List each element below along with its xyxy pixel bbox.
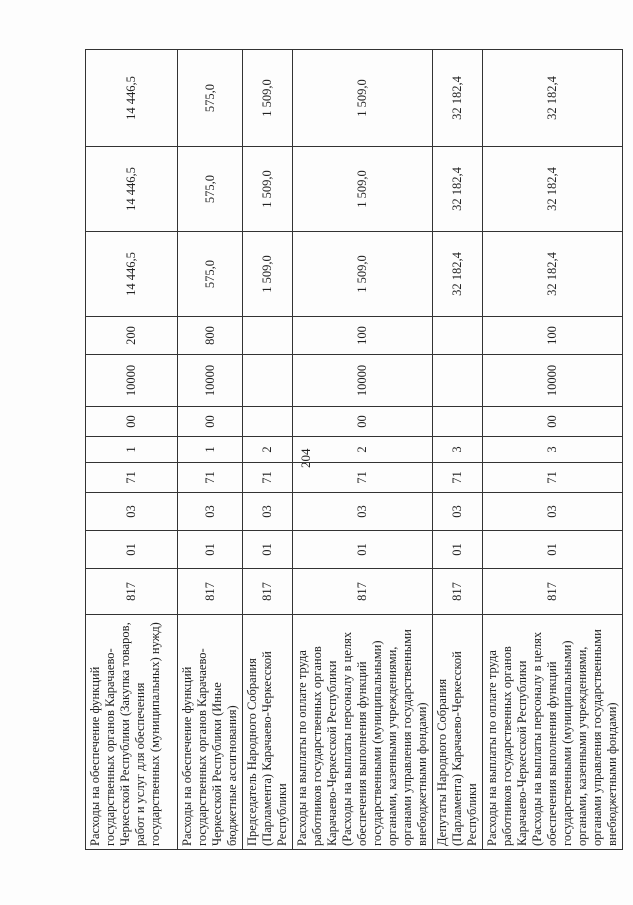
table-row: [243, 50, 293, 850]
budget-table: [85, 49, 623, 850]
code-subprogram: 3: [433, 437, 483, 463]
code-expense: 10000: [178, 355, 243, 407]
code-direction: 00: [293, 407, 433, 437]
code-gad: 817: [86, 569, 178, 615]
code-section: 01: [243, 531, 293, 569]
amount-year-1: 32 182,4: [433, 232, 483, 317]
table-row: [433, 50, 483, 850]
code-subsection: 03: [178, 493, 243, 531]
budget-table-rotated: [85, 50, 619, 850]
amount-year-2: 1 509,0: [293, 147, 433, 232]
code-subsection: 03: [243, 493, 293, 531]
amount-year-2: 1 509,0: [243, 147, 293, 232]
code-program: 71: [86, 463, 178, 493]
code-type: 200: [86, 317, 178, 355]
amount-year-3: 32 182,4: [433, 50, 483, 147]
code-expense: 10000: [293, 355, 433, 407]
code-section: 01: [433, 531, 483, 569]
amount-year-3: 575,0: [178, 50, 243, 147]
code-expense: [433, 355, 483, 407]
amount-year-2: 14 446,5: [86, 147, 178, 232]
code-direction: [433, 407, 483, 437]
code-section: 01: [483, 531, 623, 569]
amount-year-1: 32 182,4: [483, 232, 623, 317]
row-description: Расходы на обеспечение функций государственных органов Карачаево-Черкесской Республики (Закупка товаров, работ и услуг для обеспечения государственных (муниципальных) нужд): [86, 615, 178, 850]
amount-year-1: 1 509,0: [243, 232, 293, 317]
code-subsection: 03: [433, 493, 483, 531]
amount-year-3: 1 509,0: [243, 50, 293, 147]
code-direction: 00: [86, 407, 178, 437]
code-expense: 10000: [86, 355, 178, 407]
code-subprogram: 2: [243, 437, 293, 463]
code-direction: 00: [483, 407, 623, 437]
code-program: 71: [243, 463, 293, 493]
amount-year-2: 32 182,4: [483, 147, 623, 232]
row-description: Председатель Народного Собрания (Парламента) Карачаево-Черкесской Республики: [243, 615, 293, 850]
code-type: 100: [483, 317, 623, 355]
code-expense: [243, 355, 293, 407]
code-section: 01: [86, 531, 178, 569]
code-direction: 00: [178, 407, 243, 437]
code-program: 71: [483, 463, 623, 493]
amount-year-3: 32 182,4: [483, 50, 623, 147]
code-type: 100: [293, 317, 433, 355]
code-subprogram: 1: [86, 437, 178, 463]
code-expense: 10000: [483, 355, 623, 407]
code-gad: 817: [178, 569, 243, 615]
amount-year-3: 14 446,5: [86, 50, 178, 147]
table-row: [86, 50, 178, 850]
code-subsection: 03: [483, 493, 623, 531]
code-program: 71: [433, 463, 483, 493]
code-subsection: 03: [86, 493, 178, 531]
amount-year-2: 32 182,4: [433, 147, 483, 232]
code-program: 71: [178, 463, 243, 493]
amount-year-2: 575,0: [178, 147, 243, 232]
code-type: 800: [178, 317, 243, 355]
row-description: Расходы на выплаты по оплате труда работников государственных органов Карачаево-Черкесской Республики (Расходы на выплаты персоналу в целях обеспечения выполнения функций государственными (муниципальными) органами, казенными учреждениями, органами управления государственными внебюджетными фондами): [483, 615, 623, 850]
amount-year-1: 575,0: [178, 232, 243, 317]
row-description: Депутаты Народного Собрания (Парламента) Карачаево-Черкесской Республики: [433, 615, 483, 850]
code-subsection: 03: [293, 493, 433, 531]
code-section: 01: [293, 531, 433, 569]
code-gad: 817: [243, 569, 293, 615]
amount-year-1: 1 509,0: [293, 232, 433, 317]
row-description: Расходы на обеспечение функций государственных органов Карачаево-Черкесской Республики (Иные бюджетные ассигнования): [178, 615, 243, 850]
code-direction: [243, 407, 293, 437]
code-gad: 817: [433, 569, 483, 615]
amount-year-1: 14 446,5: [86, 232, 178, 317]
code-subprogram: 2: [293, 437, 433, 463]
code-program: 71: [293, 463, 433, 493]
page-number: 204: [298, 448, 313, 468]
amount-year-3: 1 509,0: [293, 50, 433, 147]
row-description: Расходы на выплаты по оплате труда работников государственных органов Карачаево-Черкесской Республики (Расходы на выплаты персоналу в целях обеспечения выполнения функций государственными (муниципальными) органами, казенными учреждениями, органами управления государственными внебюджетными фондами): [293, 615, 433, 850]
code-gad: 817: [293, 569, 433, 615]
code-subprogram: 1: [178, 437, 243, 463]
table-row: [293, 50, 433, 850]
code-type: [243, 317, 293, 355]
code-section: 01: [178, 531, 243, 569]
code-gad: 817: [483, 569, 623, 615]
table-row: [483, 50, 623, 850]
code-subprogram: 3: [483, 437, 623, 463]
code-type: [433, 317, 483, 355]
table-row: [178, 50, 243, 850]
